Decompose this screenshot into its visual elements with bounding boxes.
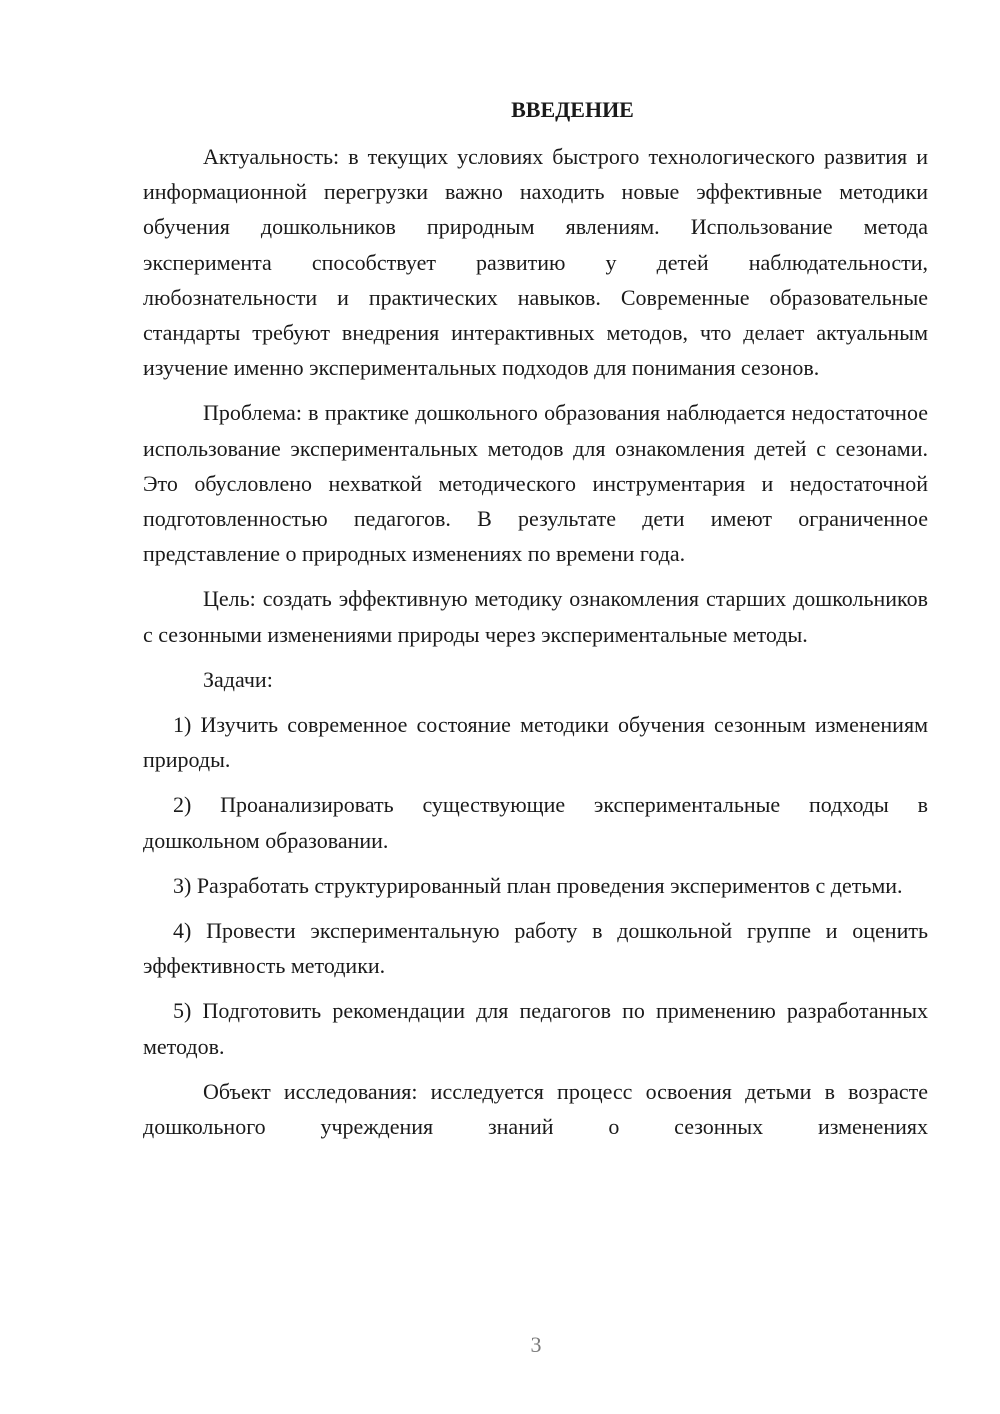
relevance-paragraph: Актуальность: в текущих условиях быстрого технологического развития и информационной перегрузки важно находить новые эффективные методики обучения дошкольников природным явлениям. Использование метода эксперимента способствует развитию у детей наблюдательности, любознательности и практических навыков. Современные образовательные стандарты требуют внедрения интерактивных методов, что делает актуальным изучение именно экспериментальных подходов для понимания сезонов. (143, 144, 928, 381)
task-item-5: 5) Подготовить рекомендации для педагогов по применению разработанных методов. (143, 998, 928, 1059)
tasks-heading: Задачи: (203, 666, 273, 692)
task-item-4: 4) Провести экспериментальную работу в дошкольной группе и оценить эффективность методики. (143, 918, 928, 979)
task-item-1: 1) Изучить современное состояние методики обучения сезонным изменениям природы. (143, 712, 928, 773)
task-item-2: 2) Проанализировать существующие экспериментальные подходы в дошкольном образовании. (143, 792, 928, 853)
task-item-3: 3) Разработать структурированный план проведения экспериментов с детьми. (173, 872, 903, 898)
problem-paragraph: Проблема: в практике дошкольного образования наблюдается недостаточное использование экспериментальных методов для ознакомления детей с сезонами. Это обусловлено нехваткой методического инструментария и недостаточной подготовленностью педагогов. В результате дети имеют ограниченное представление о природных изменениях по времени года. (143, 400, 928, 567)
goal-paragraph: Цель: создать эффективную методику ознакомления старших дошкольников с сезонными изменениями природы через экспериментальные методы. (143, 586, 928, 647)
page-number: 3 (530, 1332, 542, 1357)
object-paragraph: Объект исследования: исследуется процесс освоения детьми в возрасте дошкольного учреждения знаний о сезонных изменениях (143, 1078, 928, 1140)
document-page (143, 95, 928, 1144)
section-title: ВВЕДЕНИЕ (511, 97, 634, 122)
